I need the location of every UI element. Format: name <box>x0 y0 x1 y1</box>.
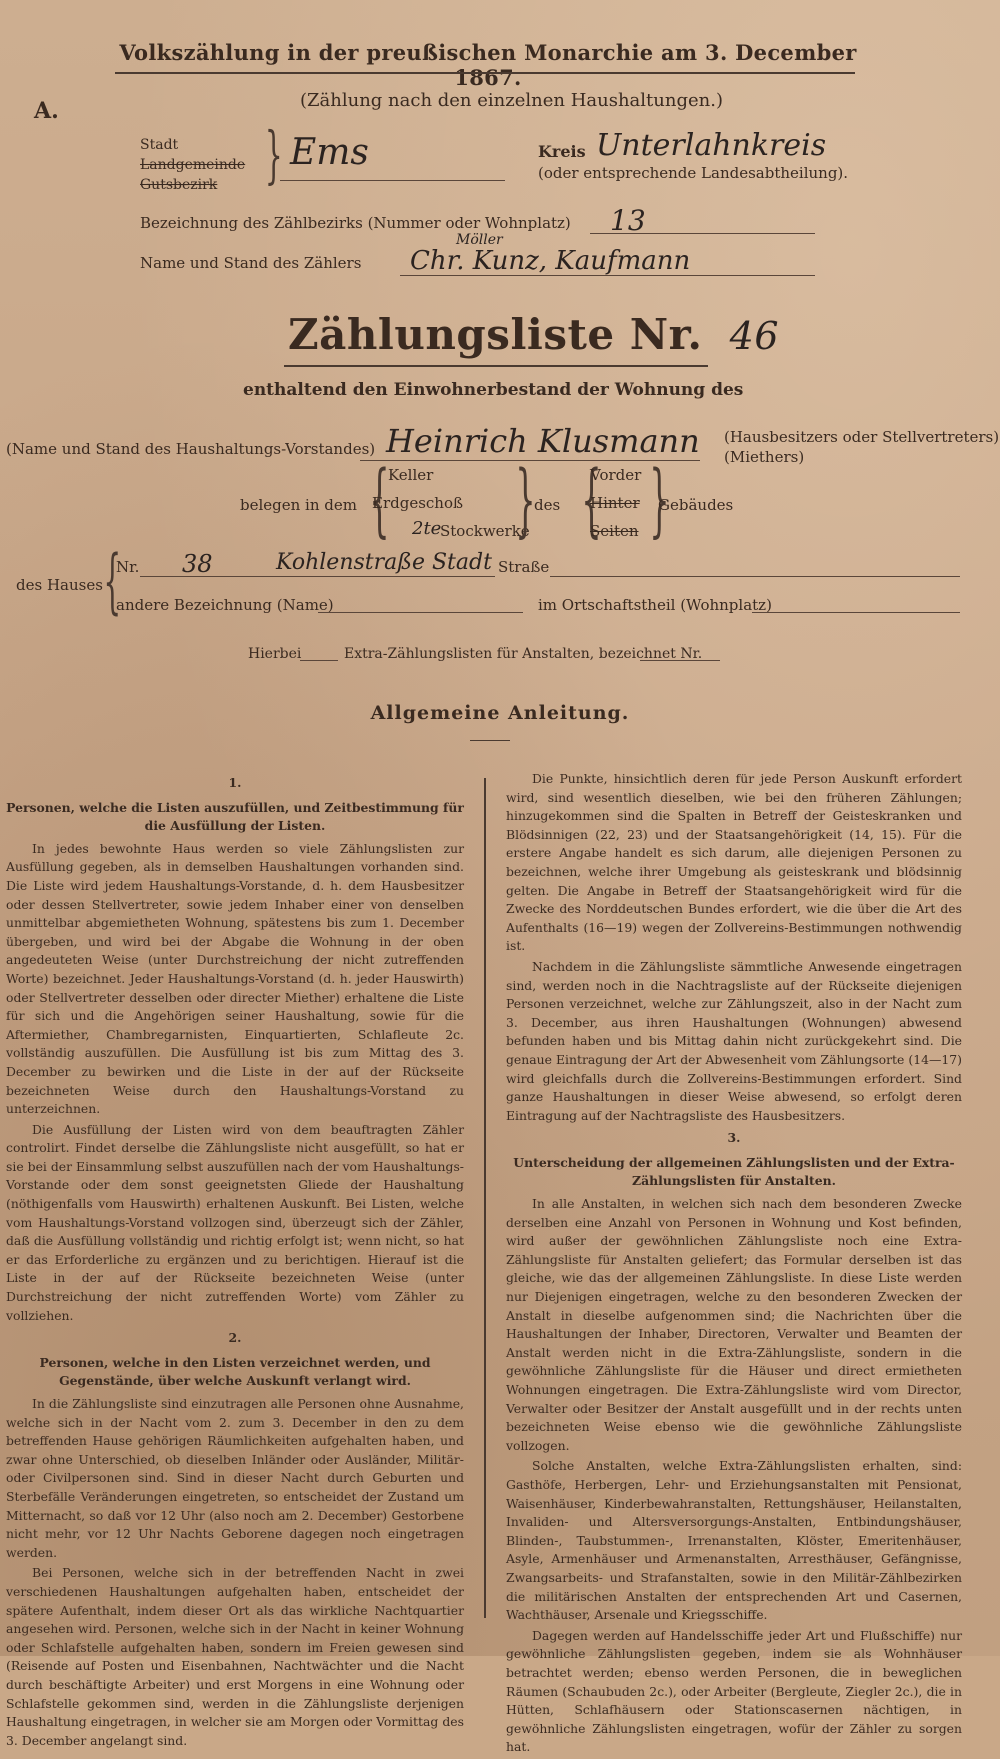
list-title <box>288 310 779 359</box>
landgemeinde-label: Landgemeinde <box>140 157 246 173</box>
section-3-paragraph-1: In alle Anstalten, in welchen sich nach dem besonderen Zwecke derselben eine Anzahl von Personen in Wohnung und Kost befinden, wird außer der gewöhnlichen Zählungsliste noch eine Extra-Zählungsliste für Anstalten geliefert; das Formular derselben ist das gleiche, wie das der allgemeinen Zählungsliste. In diese Liste werden nur Diejenigen eingetragen, welche zu den besonderen Zwecken der Anstalt in dieselbe aufgenommen sind; die Nachrichten über die Haushaltungen der Inhaber, Directoren, Verwalter und Beamten der Anstalt werden nicht in die Extra-Zählungsliste, sondern in die gewöhnliche Zählungsliste für die Häuser und direct ermietheten Wohnungen eingetragen. Die Extra-Zählungsliste wird vom Director, Verwalter oder Besitzer der Anstalt ausgefüllt und in der rechts unten bezeichneten Weise ebenso wie die gewöhnliche Zählungsliste vollzogen. <box>506 1196 962 1453</box>
vorstand-note2: (Miethers) <box>724 448 805 466</box>
andere-line <box>318 612 523 613</box>
extra-label: Extra-Zählungslisten für Anstalten, bezeichnet Nr. <box>344 646 703 662</box>
section-2-number: 2. <box>228 1330 242 1346</box>
section-2-paragraph-1: In die Zählungsliste sind einzutragen alle Personen ohne Ausnahme, welche sich in der Nacht vom 2. zum 3. December in den zu dem betreffenden Hause gehörigen Räumlichkeiten aufgehalten haben, und zwar ohne Unterschied, ob dieselben Inländer oder Ausländer, Militär- oder Civilpersonen sind. Sind in dieser Nacht durch Geburten und Sterbefälle Veränderungen eingetreten, so entscheidet der Zustand um Mitternacht, so daß vor 12 Uhr (also noch am 2. December) Gestorbene nicht mehr, vor 12 Uhr Nachts Geborene dagegen noch eingetragen werden. <box>6 1396 464 1560</box>
list-title-underline <box>284 365 708 367</box>
kreis-note: (oder entsprechende Landesabtheilung). <box>538 164 849 182</box>
place-line <box>280 180 505 181</box>
nr-value: 38 <box>182 550 213 578</box>
form-subtitle: (Zählung nach den einzelnen Haushaltungen.) <box>300 90 723 111</box>
belegen-label: belegen in dem <box>240 496 357 514</box>
andere-label: andere Bezeichnung (Name) <box>116 596 334 614</box>
right-paragraph-1: Die Punkte, hinsichtlich deren für jede Person Auskunft erfordert wird, sind wesentlich dieselben, wie bei den früheren Zählungen; hinzugekommen sind die Spalten in Betreff der Geisteskranken und Blödsinnigen (22, 23) und der Staatsangehörigkeit (14, 15). Für die erstere Angabe handelt es sich darum, alle diejenigen Personen zu bezeichnen, welche ihrer Umgebung als geisteskrank und blödsinnig gelten. Die Angabe in Betreff der Staatsangehörigkeit wird für die Zwecke des Norddeutschen Bundes erfordert, wie die über die Art des Aufenthalts (16—19) wegen der Zollvereins-Bestimmungen nothwendig ist. <box>506 771 962 954</box>
instructions-left-column <box>6 770 464 1752</box>
location-brace: } <box>264 118 283 191</box>
column-divider <box>484 778 486 1618</box>
erdgeschoss-label: Erdgeschoß <box>372 494 464 512</box>
seiten-label: Seiten <box>590 522 639 540</box>
section-3-number: 3. <box>727 1130 741 1146</box>
vorstand-value: Heinrich Klusmann <box>386 422 700 460</box>
bezirk-label: Bezeichnung des Zählbezirks (Nummer oder Wohnplatz) <box>140 214 571 232</box>
floor-brace-left: { <box>369 453 390 546</box>
building-brace-right: } <box>649 453 670 546</box>
instructions-title: Allgemeine Anleitung. <box>370 702 630 724</box>
section-3-heading: Unterscheidung der allgemeinen Zählungslisten und der Extra-Zählungslisten für Anstalten. <box>513 1154 955 1189</box>
keller-label: Keller <box>388 466 434 484</box>
zaehler-label: Name und Stand des Zählers <box>140 254 362 272</box>
section-1-number: 1. <box>228 775 242 790</box>
strasse-line-right <box>550 576 960 577</box>
section-2-paragraph-2: Bei Personen, welche sich in der betreffenden Nacht in zwei verschiedenen Haushaltungen aufgehalten haben, entscheidet der spätere Aufenthalt, indem dieser Ort als das wirkliche Nachtquartier angesehen wird. Personen, welche sich in der Nacht in keiner Wohnung oder Schlafstelle aufgehalten haben, sondern im Freien gewesen sind (Reisende auf Posten und Eisenbahnen, Nachtwächter und die Nacht durch beschäftigte Arbeiter) und erst Morgens in eine Wohnung oder Schlafstelle gekommen sind, werden in die Zählungsliste derjenigen Haushaltung eingetragen, in welcher sie am Morgen oder Vormittag des 3. December angelangt sind. <box>6 1565 464 1748</box>
zaehler-line <box>400 275 815 276</box>
kreis-label: Kreis <box>538 142 586 161</box>
zaehler-note: Möller <box>456 232 503 248</box>
right-paragraph-2: Nachdem in die Zählungsliste sämmtliche Anwesende eingetragen sind, werden noch in die Nachtragsliste auf der Rückseite diejenigen Personen verzeichnet, welche zur Zählungszeit, also in der Nacht zum 3. December, aus ihren Haushaltungen (Wohnungen) abwesend befunden haben und bis Mittag dahin nicht zurückgekehrt sind. Die genaue Eintragung der Art der Abwesenheit vom Zählungsorte (14—17) wird gleichfalls durch die Zollvereins-Bestimmungen erfordert. Sind ganze Haushaltungen in dieser Weise abwesend, so erfolgt deren Eintragung auf der Nachtragsliste des Hausbesitzers. <box>506 958 962 1123</box>
hinter-label: Hinter <box>590 494 640 512</box>
stock-value: 2te <box>412 518 442 539</box>
extra-line <box>640 660 720 661</box>
instructions-rule <box>470 740 510 741</box>
stadt-label: Stadt <box>140 137 179 153</box>
hauses-brace: { <box>103 540 122 622</box>
list-enthaltend: enthaltend den Einwohnerbestand der Wohnung des <box>243 380 744 400</box>
hierbei-label: Hierbei <box>248 646 302 662</box>
section-1-heading: Personen, welche die Listen auszufüllen, und Zeitbestimmung für die Ausfüllung der Listen. <box>6 799 464 834</box>
title-underline <box>115 72 855 74</box>
vorstand-label: (Name und Stand des Haushaltungs-Vorstandes) <box>6 440 376 458</box>
bezirk-line <box>590 233 815 234</box>
strasse-line <box>140 576 495 577</box>
place-value: Ems <box>290 132 369 173</box>
section-3-paragraph-2: Solche Anstalten, welche Extra-Zählungslisten erhalten, sind: Gasthöfe, Herbergen, Lehr- und Erziehungsanstalten mit Pensionat, Waisenhäuser, Kinderbewahranstalten, Rettungshäuser, Heilanstalten, Invaliden- und Altersversorgungs-Anstalten, Entbindungshäuser, Blinden-, Taubstummen-, Irrenanstalten, Klöster, Emeritenhäuser, Asyle, Armenhäuser und Armenanstalten, Arresthäuser, Gefängnisse, Zwangsarbeits- und Strafanstalten, sowie in den Militär-Zählbezirken die militärischen Anstalten der entsprechenden Art und Casernen, Wachthäuser, Arsenale und Kriegsschiffe. <box>506 1458 962 1623</box>
kreis-value: Unterlahnkreis <box>596 128 827 163</box>
section-1-paragraph-1: In jedes bewohnte Haus werden so viele Zählungslisten zur Ausfüllung gegeben, als in demselben Haushaltungen vorhanden sind. Die Liste wird jedem Haushaltungs-Vorstande, d. h. dem Hausbesitzer oder dessen Stellvertreter, sowie jedem Inhaber einer von denselben unmittelbar abgemietheten Wohnung, spätestens bis zum 1. December übergeben, und wird bei der Abgabe die Wohnung in der oben angedeuteten Weise (unter Durchstreichung der nicht zutreffenden Worte) bezeichnet. Jeder Haushaltungs-Vorstand (d. h. jeder Hauswirth) oder Stellvertreter desselben oder directer Miether) erhaltene die Liste für sich und die Angehörigen seiner Haushaltung, sowie für die Aftermiether, Chambregarnisten, Einquartierten, Schlafleute 2c. vollständig auszufüllen. Die Ausfüllung ist bis zum Mittag des 3. December zu bewirken und die Liste in der auf der Rückseite bezeichneten Weise durch den Haushaltungs-Vorstand zu unterzeichnen. <box>6 840 464 1117</box>
ortschaft-label: im Ortschaftstheil (Wohnplatz) <box>538 596 772 614</box>
des-label: des <box>534 496 561 514</box>
strasse-value: Kohlenstraße Stadt <box>276 550 492 575</box>
vorstand-note1: (Hausbesitzers oder Stellvertreters) <box>724 428 1000 446</box>
nr-label: Nr. <box>116 558 140 576</box>
form-title: Volkszählung in der preußischen Monarchie am 3. December 1867. <box>119 40 857 90</box>
form-letter: A. <box>34 98 59 124</box>
instructions-right-column <box>506 770 962 1759</box>
section-3-paragraph-3: Dagegen werden auf Handelsschiffe jeder Art und Flußschiffe) nur gewöhnliche Zählungslisten gegeben, indem sie als Wohnhäuser betrachtet werden; ebenso werden Personen, die in beweglichen Räumen (Schaubuden 2c.), oder Arbeiter (Bergleute, Ziegler 2c.), die in Hütten, Schlafhäusern oder Stationscasernen nächtigen, in gewöhnliche Zählungslisten eingetragen, wofür der Zähler zu sorgen hat. <box>506 1627 962 1755</box>
floor-brace-right: } <box>515 453 536 546</box>
vorder-label: Vorder <box>590 466 642 484</box>
hauses-label: des Hauses <box>16 576 103 594</box>
strasse-label: Straße <box>498 558 550 576</box>
section-1-paragraph-2: Die Ausfüllung der Listen wird von dem beauftragten Zähler controlirt. Findet derselbe die Zählungsliste nicht ausgefüllt, so hat er sie bei der Einsammlung selbst auszufüllen nach der vom Haushaltungs-Vorstande oder dem sonst geeignetsten Gliede der Haushaltung (nöthigenfalls vom Hauswirth) erhaltenen Auskunft. Bei Listen, welche vom Haushaltungs-Vorstand vollzogen sind, überzeugt sich der Zähler, daß die Ausfüllung vollständig und richtig erfolgt ist; wenn nicht, so hat er das Erforderliche zu ergänzen und zu berichtigen. Hierauf ist die Liste in der auf der Rückseite bezeichneten Weise (unter Durchstreichung der nicht zutreffenden Worte) vom Zähler zu vollziehen. <box>6 1121 464 1323</box>
zaehler-value: Chr. Kunz, Kaufmann <box>410 246 691 276</box>
bezirk-value: 13 <box>610 204 646 237</box>
section-2-heading: Personen, welche in den Listen verzeichnet werden, und Gegenstände, über welche Auskunft verlangt wird. <box>39 1354 431 1389</box>
ortschaft-line <box>752 612 960 613</box>
gebaeudes-label: Gebäudes <box>658 496 734 514</box>
stockwerke-label: Stockwerke <box>440 522 530 540</box>
gutsbezirk-label: Gutsbezirk <box>140 177 218 193</box>
hierbei-line <box>300 660 338 661</box>
building-brace-left: { <box>581 453 602 546</box>
list-title-number: 46 <box>729 314 780 358</box>
list-title-prefix: Zählungsliste Nr. <box>288 310 703 359</box>
